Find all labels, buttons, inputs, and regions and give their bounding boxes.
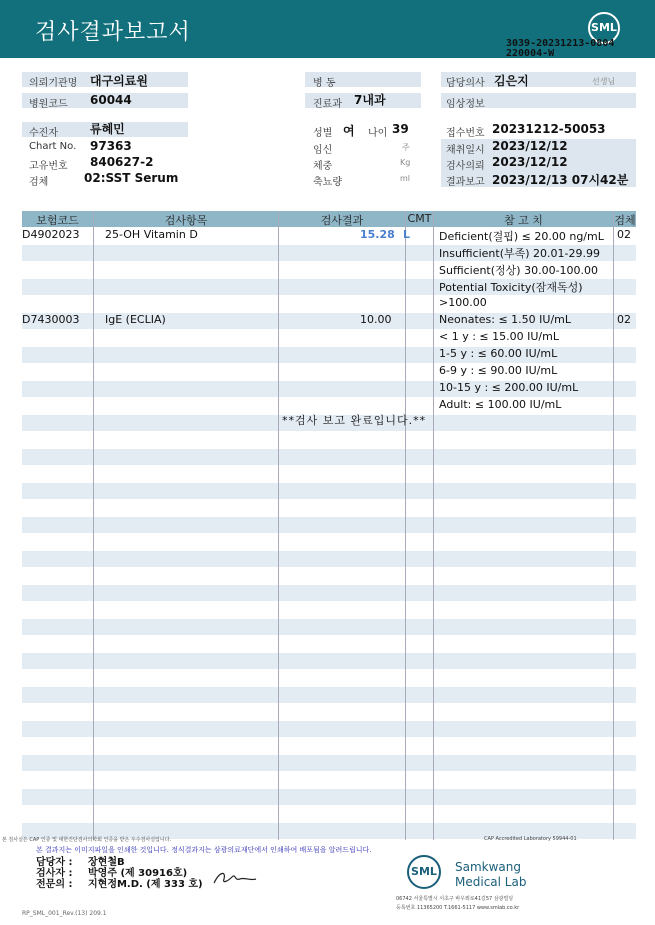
header-specimen: 검체 bbox=[614, 214, 636, 227]
sex-label: 성별 bbox=[313, 128, 333, 139]
report-value: 2023/12/13 07시42분 bbox=[492, 173, 629, 187]
row2-item: IgE (ECLIA) bbox=[105, 313, 166, 326]
sample-id-2: 220004-W bbox=[506, 48, 555, 59]
expert-label: 전문의 : bbox=[36, 879, 73, 890]
page-title: 검사결과보고서 bbox=[35, 20, 191, 45]
expert-value: 지현정M.D. (제 333 호) bbox=[88, 879, 203, 890]
request-value: 2023/12/12 bbox=[492, 155, 568, 169]
institution-label: 의뢰기관명 bbox=[29, 78, 78, 89]
table-row-stripe bbox=[22, 551, 636, 567]
doctor-value: 김은지 bbox=[494, 74, 529, 88]
col-divider bbox=[278, 211, 279, 840]
row1-ref: Insufficient(부족) 20.01-29.99 bbox=[439, 247, 600, 260]
id-label: 고유번호 bbox=[29, 161, 68, 172]
row2-ref: 6-9 y : ≤ 90.00 IU/mL bbox=[439, 364, 558, 377]
company-name-1: Samkwang bbox=[455, 860, 521, 874]
age-label: 나이 bbox=[368, 128, 388, 139]
row1-ref: >100.00 bbox=[439, 296, 487, 309]
institution-value: 대구의료원 bbox=[90, 74, 148, 88]
doctor-label: 담당의사 bbox=[446, 78, 485, 89]
row1-flag: L bbox=[403, 228, 411, 241]
table-row-stripe bbox=[22, 517, 636, 533]
urine-unit: ml bbox=[400, 174, 411, 183]
patient-value: 류혜민 bbox=[90, 122, 125, 136]
col-divider bbox=[613, 211, 614, 840]
weight-label: 체중 bbox=[313, 161, 333, 172]
manager-label: 담당자 : bbox=[36, 857, 73, 868]
table-row-stripe bbox=[22, 653, 636, 669]
row2-ref: 1-5 y : ≤ 60.00 IU/mL bbox=[439, 347, 558, 360]
receipt-value: 20231212-50053 bbox=[492, 122, 606, 136]
header-reference: 참 고 치 bbox=[504, 214, 543, 227]
table-row-stripe bbox=[22, 755, 636, 771]
row2-ref: Neonates: ≤ 1.50 IU/mL bbox=[439, 313, 571, 326]
weight-unit: Kg bbox=[400, 158, 411, 167]
manager-value: 장현철B bbox=[88, 857, 125, 868]
id-value: 840627-2 bbox=[90, 155, 154, 169]
table-row-stripe bbox=[22, 449, 636, 465]
col-divider bbox=[433, 211, 434, 840]
patient-label: 수진자 bbox=[29, 128, 58, 139]
header-code: 보험코드 bbox=[36, 214, 79, 227]
sml-logo: SML bbox=[588, 12, 620, 44]
table-row-stripe bbox=[22, 585, 636, 601]
row2-result: 10.00 bbox=[360, 313, 392, 326]
table-row-stripe bbox=[22, 789, 636, 805]
row1-ref: Deficient(결핍) ≤ 20.00 ng/mL bbox=[439, 230, 604, 243]
row1-specimen: 02 bbox=[617, 228, 631, 241]
age-value: 39 bbox=[392, 122, 409, 136]
header-cmt: CMT bbox=[407, 212, 432, 225]
document-code: RP_SML_001_Rev.(13) 209.1 bbox=[22, 910, 107, 917]
row2-ref: < 1 y : ≤ 15.00 IU/mL bbox=[439, 330, 559, 343]
clinical-label: 임상정보 bbox=[446, 99, 485, 110]
report-label: 결과보고 bbox=[446, 177, 485, 188]
request-label: 검사의뢰 bbox=[446, 161, 485, 172]
row1-code: D4902023 bbox=[22, 228, 80, 241]
table-row-stripe bbox=[22, 687, 636, 703]
hospital-code-value: 60044 bbox=[90, 93, 132, 107]
row1-result: 15.28 bbox=[360, 228, 395, 241]
ward-label: 병 동 bbox=[313, 78, 336, 89]
company-contact: 등록번호 11365200 T.1661-5117 www.smlab.co.kr bbox=[396, 905, 520, 911]
sex-value: 여 bbox=[343, 124, 355, 138]
row2-ref: 10-15 y : ≤ 200.00 IU/mL bbox=[439, 381, 579, 394]
urine-label: 축뇨량 bbox=[313, 177, 342, 188]
table-row-stripe bbox=[22, 483, 636, 499]
signature bbox=[212, 867, 258, 887]
collect-label: 채취일시 bbox=[446, 145, 485, 156]
header-item: 검사항목 bbox=[164, 214, 208, 227]
report-complete-note: **검사 보고 완료입니다.** bbox=[282, 414, 427, 427]
doctor-suffix: 선생님 bbox=[592, 77, 616, 86]
company-address: 06742 서울특별시 서초구 바우뫼로41길57 삼광빌딩 bbox=[396, 896, 514, 902]
row1-item: 25-OH Vitamin D bbox=[105, 228, 198, 241]
table-row-stripe bbox=[22, 619, 636, 635]
pregnancy-unit: 주 bbox=[402, 143, 410, 152]
row1-ref: Potential Toxicity(잠재독성) bbox=[439, 281, 583, 294]
sample-id-1: 3039-20231213-0804 bbox=[506, 38, 615, 49]
dept-label: 진료과 bbox=[313, 99, 342, 110]
row2-ref: Adult: ≤ 100.00 IU/mL bbox=[439, 398, 562, 411]
specimen-value: 02:SST Serum bbox=[84, 171, 179, 185]
row2-code: D7430003 bbox=[22, 313, 80, 326]
row1-ref: Sufficient(정상) 30.00-100.00 bbox=[439, 264, 599, 277]
table-row-stripe bbox=[22, 721, 636, 737]
dept-value: 7내과 bbox=[354, 93, 386, 107]
tester-label: 검사자 : bbox=[36, 868, 73, 879]
fine-print: 본 검사실은 CAP 인증 및 대한진단검사의학회 인증을 받은 우수검사실입니다. bbox=[2, 837, 172, 843]
sml-logo-footer: SML bbox=[407, 855, 441, 889]
collect-value: 2023/12/12 bbox=[492, 139, 568, 153]
chart-label: Chart No. bbox=[29, 141, 77, 152]
hospital-code-label: 병원코드 bbox=[29, 99, 68, 110]
header-result: 검사결과 bbox=[320, 214, 364, 227]
row2-specimen: 02 bbox=[617, 313, 631, 326]
specimen-label: 검체 bbox=[29, 177, 49, 188]
pregnancy-label: 임신 bbox=[313, 145, 333, 156]
col-divider bbox=[93, 211, 94, 840]
tester-value: 박영주 (제 30916호) bbox=[88, 868, 188, 879]
company-name-2: Medical Lab bbox=[455, 875, 527, 889]
notice-text: 본 결과지는 이미지파일을 인쇄한 것입니다. 정식결과지는 삼광의료재단에서 인쇄하여 배포됨을 알려드립니다. bbox=[36, 846, 372, 854]
receipt-label: 접수번호 bbox=[446, 128, 485, 139]
chart-value: 97363 bbox=[90, 139, 132, 153]
col-divider bbox=[405, 211, 406, 840]
cap-note: CAP Accredited Laboratory 59944-01 bbox=[484, 836, 577, 842]
